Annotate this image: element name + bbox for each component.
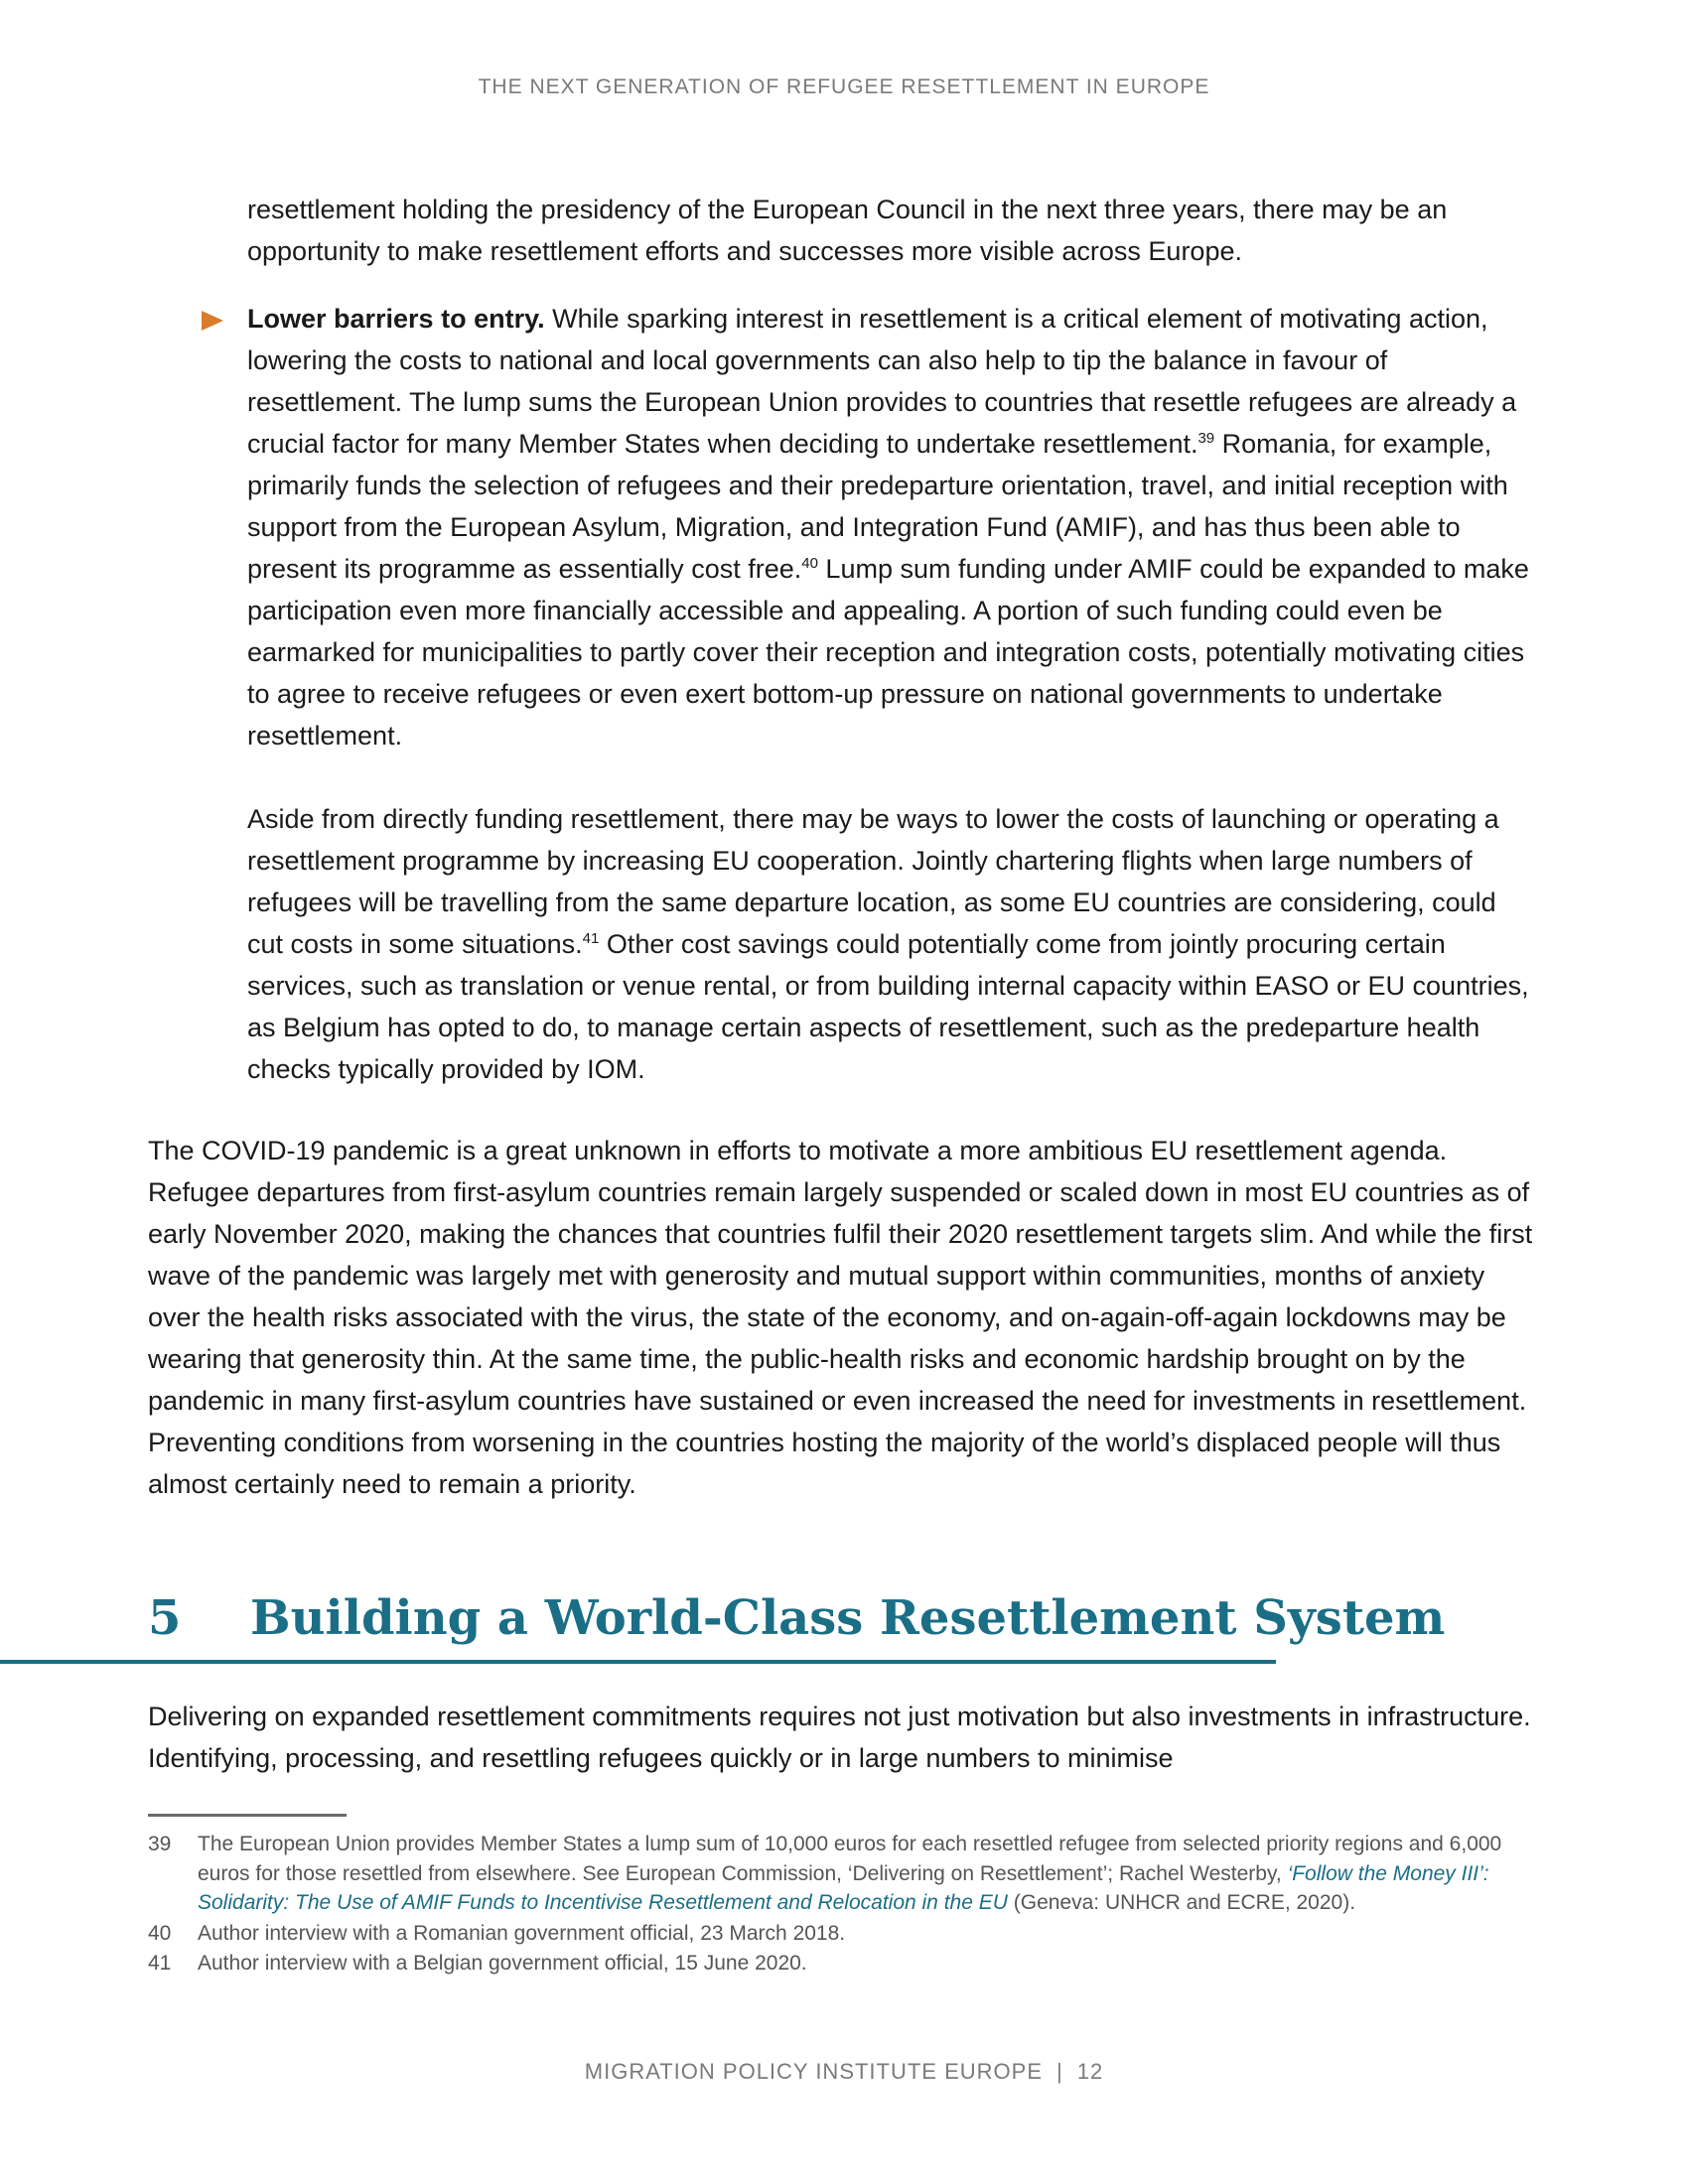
- footnote-text: Author interview with a Belgian government official, 15 June 2020.: [198, 1952, 807, 1975]
- section-intro-text: Delivering on expanded resettlement commitments requires not just motivation but also investments in infrastructure. Identifying, processing, and resettling refugees quickly or in large numbers to minimise: [148, 1702, 1531, 1773]
- footnote-text-part: (Geneva: UNHCR and ECRE, 2020).: [1007, 1891, 1356, 1914]
- bullet-text: While sparking interest in resettlement is a critical element of motivating action, lowering the costs to national and local governments can also help to tip the balance in favour of resettlement. The lump sums the European Union provides to countries that resettle refugees are already a crucial factor for many Member States when deciding to undertake resettlement.: [247, 304, 1517, 459]
- bullet-second-paragraph: [247, 798, 1538, 1090]
- footnote-divider: [148, 1814, 347, 1817]
- footnote-text: Author interview with a Romanian government official, 23 March 2018.: [198, 1921, 846, 1945]
- bullet-arrow-icon: [202, 311, 223, 331]
- footnote-39: [148, 1830, 1538, 1918]
- running-footer: [0, 2059, 1688, 2085]
- running-header: THE NEXT GENERATION OF REFUGEE RESETTLEMENT IN EUROPE: [478, 75, 1210, 98]
- footnote-number: 39: [148, 1833, 172, 1855]
- footnote-link[interactable]: ‘Follow the Money III’: Solidarity: The Use of AMIF Funds to Incentivise Resettlement and Relocation in the EU: [198, 1861, 1489, 1914]
- footer-separator: |: [1056, 2059, 1063, 2084]
- section-intro-paragraph: [148, 1696, 1538, 1779]
- page-number: 12: [1076, 2059, 1104, 2084]
- footnote-41: [148, 1949, 1538, 1979]
- continued-paragraph: [247, 189, 1538, 272]
- bullet-text: Aside from directly funding resettlement, there may be ways to lower the costs of launching or operating a resettlement programme by increasing EU cooperation. Jointly chartering flights when large numbers of refugees will be travelling from the same departure location, as some EU countries are considering, could cut costs in some situations.: [247, 804, 1499, 959]
- section-number: 5: [148, 1590, 182, 1646]
- section-title: Building a World-Class Resettlement System: [250, 1590, 1446, 1646]
- footnote-text: [198, 1830, 1538, 1918]
- footnote-number: 41: [148, 1952, 172, 1975]
- footnote-number: 40: [148, 1921, 172, 1945]
- bullet-paragraph: [247, 298, 1538, 756]
- footnote-text-part: The European Union provides Member States a lump sum of 10,000 euros for each resettled refugee from selected priority regions and 6,000 euros for those resettled from elsewhere. See European Commission, ‘Delivering on Resettlement’; Rachel Westerby,: [198, 1833, 1502, 1885]
- footnote-ref-39[interactable]: 39: [1197, 430, 1215, 447]
- footnote-ref-40[interactable]: 40: [801, 555, 818, 572]
- footnote-ref-41[interactable]: 41: [582, 930, 600, 947]
- footer-org: MIGRATION POLICY INSTITUTE EUROPE: [584, 2059, 1044, 2084]
- section-heading: [0, 1590, 1446, 1664]
- bullet-text: Lump sum funding under AMIF could be expanded to make participation even more financially accessible and appealing. A portion of such funding could even be earmarked for municipalities to partly cover their reception and integration costs, potentially motivating cities to agree to receive refugees or even exert bottom-up pressure on national governments to undertake resettlement.: [247, 554, 1529, 751]
- bullet-text: Other cost savings could potentially come from jointly procuring certain services, such as translation or venue rental, or from building internal capacity within EASO or EU countries, as Belgium has opted to do, to manage certain aspects of resettlement, such as the predeparture health checks typically provided by IOM.: [247, 929, 1529, 1084]
- covid-paragraph: [148, 1130, 1538, 1505]
- bullet-lead: Lower barriers to entry.: [247, 304, 545, 334]
- footnotes: [148, 1830, 1538, 1979]
- continued-paragraph-text: resettlement holding the presidency of the European Council in the next three years, there may be an opportunity to make resettlement efforts and successes more visible across Europe.: [247, 195, 1448, 266]
- bullet-paragraph-2: [247, 798, 1538, 1090]
- footnote-40: [148, 1919, 1538, 1949]
- bullet-text: Romania, for example, primarily funds the selection of refugees and their predeparture orientation, travel, and initial reception with support from the European Asylum, Migration, and Integration Fund (AMIF), and has thus been able to present its programme as essentially cost free.: [247, 429, 1508, 584]
- bullet-item-lower-barriers: [247, 298, 1538, 756]
- covid-paragraph-text: The COVID-19 pandemic is a great unknown in efforts to motivate a more ambitious EU resettlement agenda. Refugee departures from first-asylum countries remain largely suspended or scaled down in most EU countries as of early November 2020, making the chances that countries fulfil their 2020 resettlement targets slim. And while the first wave of the pandemic was largely met with generosity and mutual support within communities, months of anxiety over the health risks associated with the virus, the state of the economy, and on-again-off-again lockdowns may be wearing that generosity thin. At the same time, the public-health risks and economic hardship brought on by the pandemic in many first-asylum countries have sustained or even increased the need for investments in resettlement. Preventing conditions from worsening in the countries hosting the majority of the world’s displaced people will thus almost certainly need to remain a priority.: [148, 1136, 1533, 1499]
